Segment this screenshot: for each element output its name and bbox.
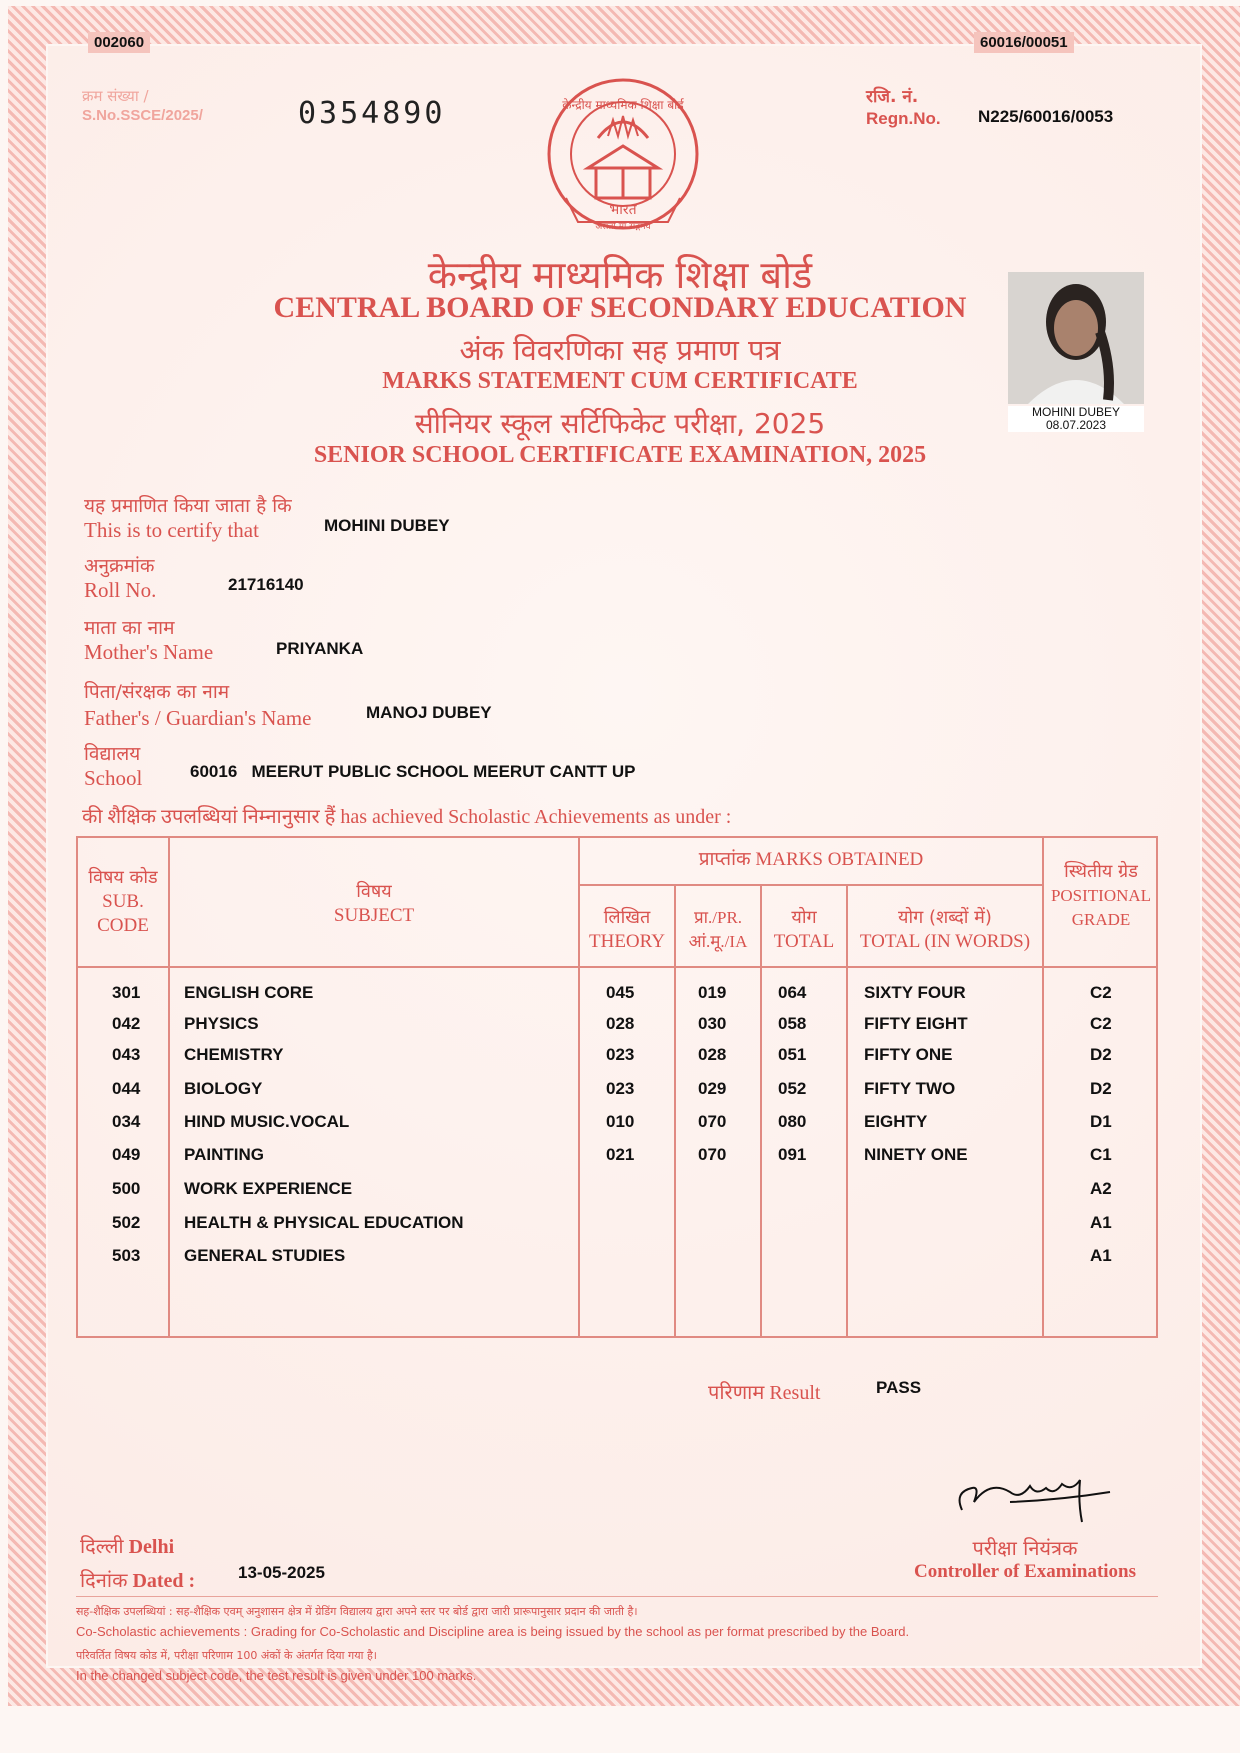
issue-date: 13-05-2025 xyxy=(238,1563,325,1582)
header-sub-code-hi: विषय कोड xyxy=(88,867,158,888)
header-grade-en2: GRADE xyxy=(1071,910,1131,929)
place-hi: दिल्ली xyxy=(80,1534,124,1558)
row-theory: 028 xyxy=(606,1014,635,1033)
exam-title-en: SENIOR SCHOOL CERTIFICATE EXAMINATION, 2025 xyxy=(313,442,927,468)
row-practical: 070 xyxy=(698,1145,727,1164)
row-subject: ENGLISH CORE xyxy=(184,983,314,1002)
exam-title-hi: सीनियर स्कूल सर्टिफिकेट परीक्षा, 2025 xyxy=(414,407,826,440)
header-practical-en: आं.मू./IA xyxy=(688,932,748,951)
achievement-statement: की शैक्षिक उपलब्धियां निम्नानुसार हैं has achieved Scholastic Achievements as under : xyxy=(82,806,732,828)
row-grade: A2 xyxy=(1090,1179,1112,1198)
header-subject xyxy=(170,880,578,928)
note2-en: In the changed subject code, the test result is given under 100 marks. xyxy=(76,1668,477,1683)
header-total-words-en: TOTAL (IN WORDS) xyxy=(859,931,1031,952)
dated-hi: दिनांक xyxy=(80,1568,128,1592)
note1-en: Co-Scholastic achievements : Grading for Co-Scholastic and Discipline area is being issued by the school as per format prescribed by the Board. xyxy=(76,1624,910,1639)
regn-label-hi: रजि. नं. xyxy=(866,87,919,107)
emblem-text-top: केन्द्रीय माध्यमिक शिक्षा बोर्ड xyxy=(562,98,684,112)
row-subject: PAINTING xyxy=(184,1145,264,1164)
header-theory-hi: लिखित xyxy=(603,907,651,928)
row-subject: WORK EXPERIENCE xyxy=(184,1179,353,1198)
father-name: MANOJ DUBEY xyxy=(366,703,492,722)
cert-title-en: MARKS STATEMENT CUM CERTIFICATE xyxy=(382,368,858,394)
mother-label-en: Mother's Name xyxy=(84,640,214,664)
row-code: 500 xyxy=(112,1179,141,1198)
certify-label-en: This is to certify that xyxy=(84,518,259,542)
row-total: 052 xyxy=(778,1079,807,1098)
regn-label xyxy=(866,86,941,130)
place-en: Delhi xyxy=(128,1536,175,1558)
mother-name: PRIYANKA xyxy=(276,639,364,658)
emblem-motto: असतो मा सद्गमय xyxy=(595,222,651,232)
row-theory: 045 xyxy=(606,983,635,1002)
header-sub-code-en2: CODE xyxy=(97,915,149,936)
row-grade: C1 xyxy=(1090,1145,1112,1164)
row-theory: 021 xyxy=(606,1145,635,1164)
row-subject: BIOLOGY xyxy=(184,1079,263,1098)
cbse-emblem-icon xyxy=(538,76,708,236)
mother-label-hi: माता का नाम xyxy=(84,617,175,639)
row-grade: A1 xyxy=(1090,1246,1112,1265)
photo-name: MOHINI DUBEY xyxy=(1031,405,1120,419)
sno-value: 0354890 xyxy=(298,96,446,131)
dated-label xyxy=(80,1566,195,1593)
row-practical: 070 xyxy=(698,1112,727,1131)
note1-hi: सह-शैक्षिक उपलब्धियां : सह-शैक्षिक एवम् अनुशासन क्षेत्र में ग्रेडिंग विद्यालय द्वारा अपने स्तर पर बोर्ड द्वारा जारी प्रारूपानुसार प्रदान की जाती है। xyxy=(76,1605,638,1618)
student-photo xyxy=(1008,272,1144,404)
header-sub-code xyxy=(78,866,168,938)
row-code: 042 xyxy=(112,1014,141,1033)
row-total: 091 xyxy=(778,1145,807,1164)
row-theory: 023 xyxy=(606,1079,635,1098)
sno-label-en: S.No.SSCE/2025/ xyxy=(82,107,203,124)
row-grade: C2 xyxy=(1090,1014,1112,1033)
school-label-en: School xyxy=(84,766,143,790)
photo-caption xyxy=(1008,406,1144,432)
row-total-words: EIGHTY xyxy=(864,1112,928,1131)
row-grade: C2 xyxy=(1090,983,1112,1002)
roll-label-hi: अनुक्रमांक xyxy=(84,555,155,577)
roll-number: 21716140 xyxy=(228,575,304,594)
row-total: 080 xyxy=(778,1112,807,1131)
header-theory-en: THEORY xyxy=(589,931,665,952)
row-subject: HEALTH & PHYSICAL EDUCATION xyxy=(184,1213,464,1232)
cert-title-hi: अंक विवरणिका सह प्रमाण पत्र xyxy=(459,333,781,367)
controller-title xyxy=(900,1534,1150,1583)
row-code: 301 xyxy=(112,983,141,1002)
board-title-hi: केन्द्रीय माध्यमिक शिक्षा बोर्ड xyxy=(427,253,813,297)
row-total: 051 xyxy=(778,1045,807,1064)
result-label-en: Result xyxy=(769,1382,821,1404)
header-total xyxy=(762,906,846,954)
row-practical: 028 xyxy=(698,1045,727,1064)
result-label xyxy=(708,1378,820,1405)
header-practical xyxy=(676,906,760,954)
school-name: 60016 MEERUT PUBLIC SCHOOL MEERUT CANTT UP xyxy=(190,762,636,781)
photo-date: 08.07.2023 xyxy=(1045,418,1107,432)
board-title-en: CENTRAL BOARD OF SECONDARY EDUCATION xyxy=(273,291,967,324)
row-total: 064 xyxy=(778,983,807,1002)
controller-en: Controller of Examinations xyxy=(913,1561,1137,1582)
row-grade: A1 xyxy=(1090,1213,1112,1232)
emblem-text-bottom: भारत xyxy=(609,202,637,218)
place xyxy=(80,1532,174,1559)
note2-hi: परिवर्तित विषय कोड में, परीक्षा परिणाम 100 अंकों के अंतर्गत दिया गया है। xyxy=(76,1649,377,1662)
row-grade: D2 xyxy=(1090,1045,1112,1064)
row-practical: 029 xyxy=(698,1079,727,1098)
row-grade: D1 xyxy=(1090,1112,1112,1131)
result-value: PASS xyxy=(876,1378,922,1397)
row-code: 034 xyxy=(112,1112,141,1131)
header-subject-en: SUBJECT xyxy=(333,905,415,926)
row-code: 049 xyxy=(112,1145,141,1164)
serial-right: 60016/00051 xyxy=(974,32,1074,53)
row-practical: 019 xyxy=(698,983,727,1002)
row-theory: 010 xyxy=(606,1112,635,1131)
header-total-hi: योग xyxy=(791,907,817,928)
signature-image xyxy=(950,1462,1120,1532)
header-sub-code-en1: SUB. xyxy=(102,891,144,912)
row-code: 043 xyxy=(112,1045,141,1064)
roll-label-en: Roll No. xyxy=(84,578,157,602)
father-label-hi: पिता/संरक्षक का नाम xyxy=(84,681,230,703)
header-total-words xyxy=(848,906,1042,954)
certify-label-hi: यह प्रमाणित किया जाता है कि xyxy=(84,495,292,517)
header-subject-hi: विषय xyxy=(356,881,392,902)
row-subject: GENERAL STUDIES xyxy=(184,1246,346,1265)
controller-hi: परीक्षा नियंत्रक xyxy=(972,1536,1078,1560)
row-theory: 023 xyxy=(606,1045,635,1064)
row-total-words: FIFTY EIGHT xyxy=(864,1014,968,1033)
regn-value: N225/60016/0053 xyxy=(978,107,1114,126)
header-marks-obtained: प्राप्तांक MARKS OBTAINED xyxy=(698,849,924,870)
row-subject: HIND MUSIC.VOCAL xyxy=(184,1112,350,1131)
header-total-words-hi: योग (शब्दों में) xyxy=(898,907,992,928)
row-total-words: FIFTY ONE xyxy=(864,1045,953,1064)
row-code: 044 xyxy=(112,1079,141,1098)
header-total-en: TOTAL xyxy=(773,931,835,952)
row-subject: CHEMISTRY xyxy=(184,1045,284,1064)
dated-en: Dated : xyxy=(132,1570,196,1592)
row-grade: D2 xyxy=(1090,1079,1112,1098)
header-grade-hi: स्थितीय ग्रेड xyxy=(1064,861,1138,882)
header-grade xyxy=(1044,860,1158,932)
school-label-hi: विद्यालय xyxy=(84,743,141,765)
father-label-en: Father's / Guardian's Name xyxy=(84,706,312,730)
serial-left: 002060 xyxy=(88,32,150,53)
student-name: MOHINI DUBEY xyxy=(324,516,450,535)
row-total: 058 xyxy=(778,1014,807,1033)
sno-label xyxy=(82,86,203,126)
row-subject: PHYSICS xyxy=(184,1014,259,1033)
regn-label-en: Regn.No. xyxy=(866,109,941,128)
row-code: 503 xyxy=(112,1246,141,1265)
row-total-words: FIFTY TWO xyxy=(864,1079,956,1098)
row-total-words: SIXTY FOUR xyxy=(864,983,966,1002)
row-total-words: NINETY ONE xyxy=(864,1145,968,1164)
header-theory xyxy=(580,906,674,954)
sno-label-hi: क्रम संख्या / xyxy=(82,87,149,105)
header-grade-en1: POSITIONAL xyxy=(1050,886,1152,905)
result-label-hi: परिणाम xyxy=(708,1380,765,1404)
header-practical-hi: प्रा./PR. xyxy=(693,908,743,927)
row-code: 502 xyxy=(112,1213,141,1232)
row-practical: 030 xyxy=(698,1014,727,1033)
